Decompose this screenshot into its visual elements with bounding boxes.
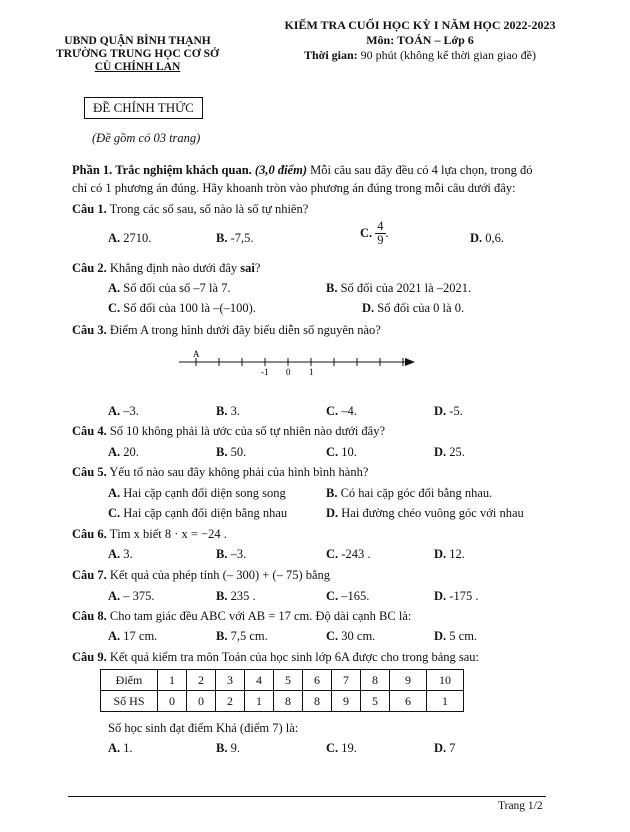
school-type: TRƯỜNG TRUNG HỌC CƠ SỞ [56, 48, 219, 60]
question-8: Câu 8. Cho tam giác đều ABC với AB = 17 cm. Độ dài cạnh BC là: [72, 609, 412, 623]
table-cell: 3 [216, 670, 245, 691]
q9-option-b[interactable]: B. 9. [216, 741, 240, 755]
q8-option-a[interactable]: A. 17 cm. [108, 629, 158, 643]
q9-option-c[interactable]: C. 19. [326, 741, 357, 755]
q8-option-c[interactable]: C. 30 cm. [326, 629, 376, 643]
q4-option-b[interactable]: B. 50. [216, 445, 247, 459]
q1-option-d[interactable]: D. 0,6. [470, 231, 505, 245]
table-cell: 1 [245, 691, 274, 712]
table-cell: 0 [158, 691, 187, 712]
q7-option-d[interactable]: D. -175 . [434, 589, 479, 603]
q7-option-a[interactable]: A. – 375. [108, 589, 155, 603]
q2-option-b[interactable]: B. Số đối của 2021 là –2021. [326, 281, 472, 295]
q9-option-a[interactable]: A. 1. [108, 741, 133, 755]
question-4: Câu 4. Số 10 không phải là ước của số tự nhiên nào dưới đây? [72, 424, 386, 438]
q4-option-d[interactable]: D. 25. [434, 445, 465, 459]
table-cell: Điểm [101, 670, 158, 691]
q8-option-d[interactable]: D. 5 cm. [434, 629, 478, 643]
q5-option-a[interactable]: A. Hai cặp cạnh đối diện song song [108, 486, 286, 500]
table-cell: 5 [274, 670, 303, 691]
table-cell: 8 [303, 691, 332, 712]
table-cell: 8 [274, 691, 303, 712]
question-1: Câu 1. Trong các số sau, số nào là số tự nhiên? [72, 202, 309, 216]
page-number: Trang 1/2 [498, 800, 543, 812]
q7-option-b[interactable]: B. 235 . [216, 589, 256, 603]
q9-followup: Số học sinh đạt điểm Khá (điểm 7) là: [108, 721, 299, 735]
table-row [101, 670, 464, 691]
q8-option-b[interactable]: B. 7,5 cm. [216, 629, 268, 643]
q6-option-a[interactable]: A. 3. [108, 547, 133, 561]
question-6: Câu 6. Tìm x biết 8 · x = −24 . [72, 527, 227, 541]
part1-instructions: chỉ có 1 phương án đúng. Hãy khoanh tròn vào phương án đúng trong mỗi câu dưới đây: [72, 181, 516, 195]
exam-title: KIỂM TRA CUỐI HỌC KỲ I NĂM HỌC 2022-2023 [284, 18, 556, 32]
fraction: $\frac{4}{9}$ [377, 219, 384, 247]
q3-option-a[interactable]: A. –3. [108, 404, 139, 418]
q1-option-c[interactable]: C. $\frac{4}{9}$ . [360, 219, 389, 247]
exam-header [255, 18, 585, 63]
question-5: Câu 5. Yếu tố nào sau đây không phải của hình bình hành? [72, 465, 369, 479]
part1-heading: Phần 1. Trắc nghiệm khách quan. (3,0 điểm) Mỗi câu sau đây đều có 4 lựa chọn, trong đó [72, 163, 533, 177]
table-cell: 10 [427, 670, 464, 691]
q6-option-d[interactable]: D. 12. [434, 547, 465, 561]
exam-time: Thời gian: 90 phút (không kể thời gian giao đề) [304, 48, 536, 62]
q5-option-d[interactable]: D. Hai đường chéo vuông góc với nhau [326, 506, 524, 520]
table-row [101, 691, 464, 712]
q2-option-d[interactable]: D. Số đối của 0 là 0. [362, 301, 465, 315]
exam-subject: Môn: TOÁN – Lớp 6 [366, 33, 474, 47]
q5-option-b[interactable]: B. Có hai cặp góc đối bằng nhau. [326, 486, 493, 500]
q1-option-a[interactable]: A. 2710. [108, 231, 152, 245]
table-cell: 0 [187, 691, 216, 712]
question-9: Câu 9. Kết quả kiểm tra môn Toán của học sinh lớp 6A được cho trong bảng sau: [72, 650, 480, 664]
q4-option-a[interactable]: A. 20. [108, 445, 139, 459]
table-cell: 8 [361, 670, 390, 691]
q3-option-b[interactable]: B. 3. [216, 404, 240, 418]
table-cell: 2 [216, 691, 245, 712]
point-a-label: A [193, 349, 200, 359]
score-table [100, 669, 464, 712]
table-cell: 6 [390, 691, 427, 712]
q9-option-d[interactable]: D. 7 [434, 741, 456, 755]
table-cell: Số HS [101, 691, 158, 712]
district-name: UBND QUẬN BÌNH THẠNH [64, 35, 211, 47]
q1-option-b[interactable]: B. -7,5. [216, 231, 254, 245]
tick-label-0: 0 [286, 367, 291, 377]
table-cell: 1 [158, 670, 187, 691]
q2-option-a[interactable]: A. Số đối của số –7 là 7. [108, 281, 231, 295]
q3-option-d[interactable]: D. -5. [434, 404, 463, 418]
table-cell: 7 [332, 670, 361, 691]
q5-option-c[interactable]: C. Hai cặp cạnh đối diện bằng nhau [108, 506, 288, 520]
number-line-arrow [405, 358, 415, 366]
q3-option-c[interactable]: C. –4. [326, 404, 357, 418]
q7-option-c[interactable]: C. –165. [326, 589, 370, 603]
q6-option-b[interactable]: B. –3. [216, 547, 247, 561]
table-cell: 4 [245, 670, 274, 691]
table-cell: 5 [361, 691, 390, 712]
footer-divider [68, 796, 546, 797]
question-7: Câu 7. Kết quả của phép tính (– 300) + (– 75) bằng [72, 568, 331, 582]
question-3: Câu 3. Điểm A trong hình dưới đây biểu diễn số nguyên nào? [72, 323, 381, 337]
official-badge: ĐỀ CHÍNH THỨC [84, 97, 203, 119]
q4-option-c[interactable]: C. 10. [326, 445, 357, 459]
table-cell: 9 [390, 670, 427, 691]
tick-label-1: 1 [309, 367, 314, 377]
table-cell: 1 [427, 691, 464, 712]
table-cell: 9 [332, 691, 361, 712]
number-line [175, 348, 420, 378]
school-name: CÙ CHÍNH LAN [94, 61, 181, 73]
tick-label-minus-1: -1 [261, 367, 269, 377]
pages-note: (Đề gồm có 03 trang) [92, 131, 201, 145]
school-header [50, 35, 225, 74]
question-2: Câu 2. Khẳng định nào dưới đây sai? [72, 261, 261, 275]
q2-option-c[interactable]: C. Số đối của 100 là –(–100). [108, 301, 256, 315]
q6-option-c[interactable]: C. -243 . [326, 547, 371, 561]
table-cell: 6 [303, 670, 332, 691]
table-cell: 2 [187, 670, 216, 691]
